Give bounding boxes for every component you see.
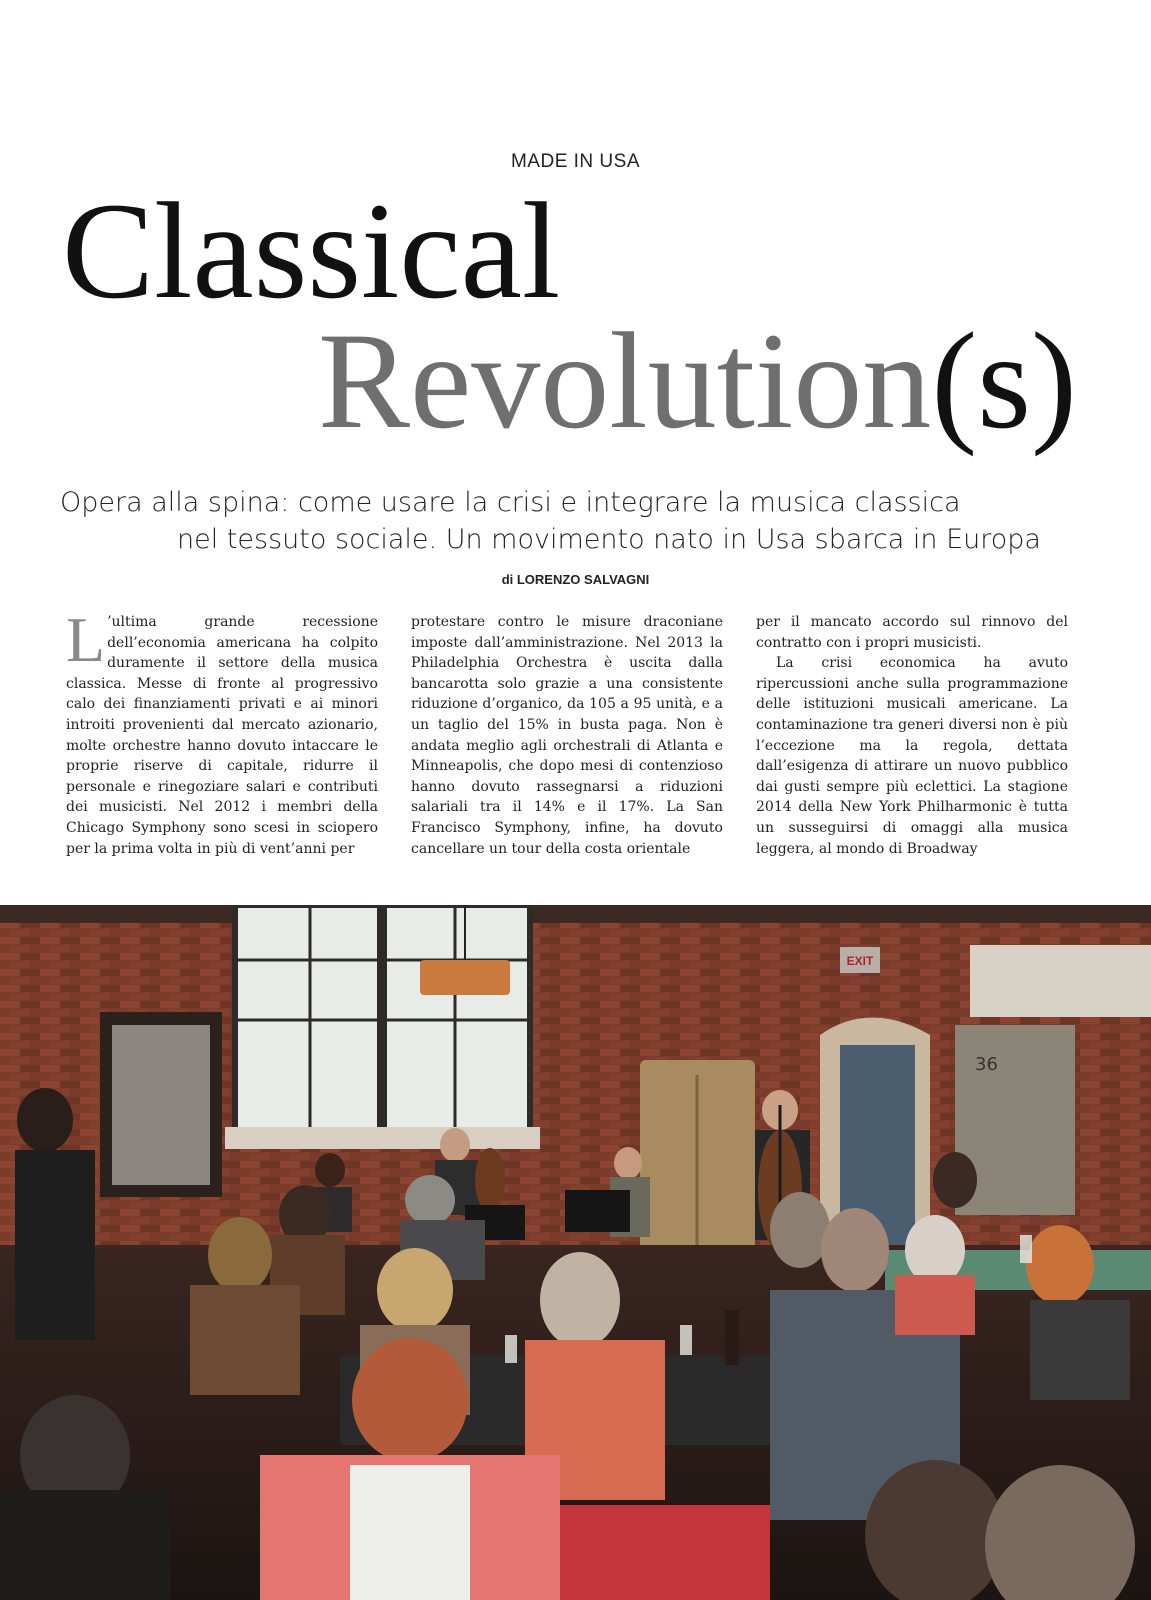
article-column-1: [66, 612, 378, 882]
painting-number: 36: [975, 1054, 998, 1075]
column-3-paragraph-2: La crisi economica ha avuto ripercussioni anche sulla programmazione delle istituzioni musicali americane. La contaminazione tra generi diversi non è più l’eccezione ma la regola, dettata dall’esigenza di attirare un nuovo pubblico dai gusti sempre più eclettici. La stagione 2014 della New York Philharmonic è tutta un susseguirsi di omaggi alla musica leggera, al mondo di Broadway: [756, 655, 1068, 857]
concert-restaurant-photo: [0, 905, 1151, 1600]
standfirst-line-2: nel tessuto sociale. Un movimento nato in Usa sbarca in Europa: [177, 524, 1041, 555]
standfirst: [60, 484, 1080, 558]
column-1-text: ’ultima grande recessione dell’economia americana ha colpito duramente il settore della musica classica. Messe di fronte al progressivo calo dei finanziamenti privati e ai minori introiti provenienti dal mercato azionario, molte orchestre hanno dovuto intaccare le proprie riserve di capitale, ridurre il personale e rinegoziare salari e contributi dei musicisti. Nel 2012 i membri della Chicago Symphony sono scesi in sciopero per la prima volta in più di vent’anni per: [66, 614, 378, 857]
music-stand: [565, 1190, 630, 1232]
headline-paren-s: (s): [931, 304, 1077, 457]
windowsill: [225, 1127, 540, 1149]
cello: [475, 1148, 505, 1212]
column-2-text: protestare contro le misure draconiane imposte dall’amministrazione. Nel 2013 la Philadelphia Orchestra è uscita dalla bancarotta solo grazie a una consistente riduzione d’organico, da 105 a 95 unità, e a un taglio del 15% in busta paga. Non è andata meglio agli orchestrali di Atlanta e Minneapolis, che dopo mesi di contenzioso hanno dovuto rassegnarsi a riduzioni salariali tra il 14% e il 17%. La San Francisco Symphony, infine, ha dovuto cancellare un tour della costa orientale: [411, 614, 723, 857]
section-kicker: MADE IN USA: [510, 151, 641, 172]
foreground-head: [352, 1338, 468, 1462]
headline-line-2: [318, 304, 1077, 457]
article-column-2: [411, 612, 723, 882]
wall-light-fixture: [970, 945, 1151, 1017]
exit-sign-text: EXIT: [846, 954, 874, 968]
column-3-paragraph-1: per il mancato accordo sul rinnovo del contratto con i propri musicisti.: [756, 614, 1068, 651]
headline-line-1: Classical: [62, 174, 561, 327]
headline-revolution: Revolution: [318, 304, 932, 457]
byline: di LORENZO SALVAGNI: [501, 572, 650, 587]
standing-guest: [15, 1150, 95, 1340]
musician-head: [614, 1147, 642, 1179]
wine-bottle: [725, 1310, 739, 1365]
red-chair: [560, 1505, 770, 1600]
standfirst-line-1: Opera alla spina: come usare la crisi e integrare la musica classica: [60, 487, 961, 518]
drop-cap: L: [66, 612, 106, 675]
ceiling: [0, 905, 1151, 923]
article-column-3: [756, 612, 1068, 882]
pendant-lamp: [420, 960, 510, 995]
